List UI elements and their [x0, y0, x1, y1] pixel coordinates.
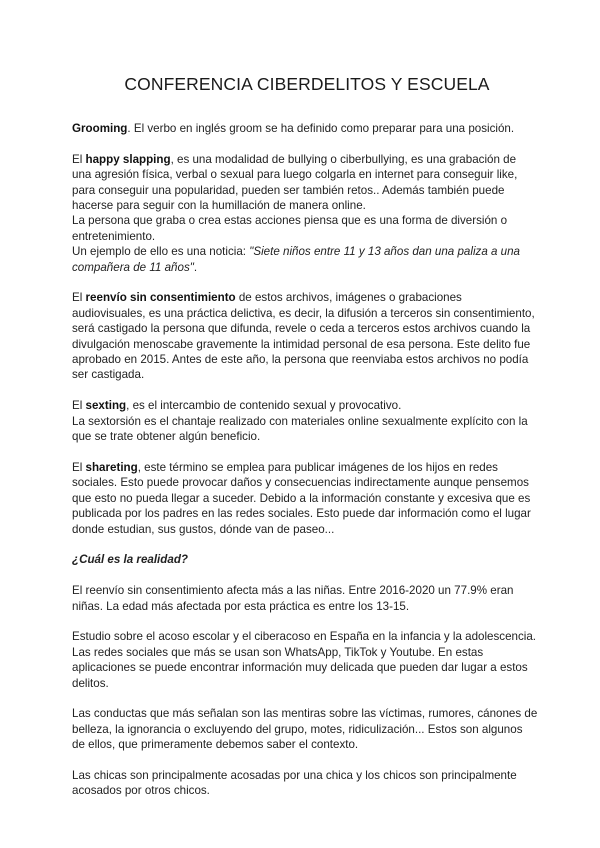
- sharenting-pre: El: [72, 460, 86, 474]
- term-reenvio: reenvío sin consentimiento: [85, 291, 236, 305]
- happy-pre: El: [72, 152, 86, 166]
- paragraph-sharenting: [72, 460, 538, 537]
- example-end: .: [193, 260, 198, 274]
- paragraph-sexting: [72, 398, 538, 444]
- reenvio-text: de estos archivos, imágenes o grabaciones audiovisuales, es una práctica delictiva, es decir, la difusión a terceros sin consentimiento, será castigado la persona que difunda, revele o ceda a terceros estos archivos cuando la divulgación menoscabe gravemente la intimidad personal de esa persona. Este delito fue aprobado en 2015. Antes de este año, la persona que reenviaba estos archivos no podía ser castigada.: [72, 291, 535, 382]
- term-sharenting: shareting: [85, 460, 138, 474]
- term-grooming: Grooming: [72, 122, 128, 135]
- example-quote: "Siete niños entre 11 y 13 años dan una paliza a una compañera de 11 años": [72, 245, 521, 274]
- sexting-text: , es el intercambio de contenido sexual y provocativo.: [126, 399, 402, 413]
- example-intro: Un ejemplo de ello es una noticia:: [72, 245, 250, 259]
- happy-text: , es una modalidad de bullying o ciberbullying, es una grabación de una agresión física, verbal o sexual para luego colgarla en internet para conseguir like, para conseguir una popularidad, pueden ser también retos.. Además también puede hacerse para seguir con la humillación de manera online.: [72, 152, 518, 213]
- paragraph-reenvio: [72, 290, 538, 382]
- paragraph-chicas: Las chicas son principalmente acosadas por una chica y los chicos son principalmente acosados por otros chicos.: [72, 768, 517, 798]
- document-title: CONFERENCIA CIBERDELITOS Y ESCUELA: [124, 74, 490, 94]
- paragraph-conductas: Las conductas que más señalan son las mentiras sobre las víctimas, rumores, cánones de belleza, la ignorancia o excluyendo del grupo, motes, ridiculización... Estos son algunos de ellos, que primeramente debemos saber el contexto.: [72, 707, 538, 752]
- term-sexting: sexting: [85, 399, 127, 413]
- reenvio-pre: El: [72, 291, 86, 305]
- sharenting-text: , este término se emplea para publicar imágenes de los hijos en redes sociales. Esto puede provocar daños y consecuencias indirectamente aunque pensemos que esto no pueda llegar a suceder. Debido a la información constante y excesiva que es publicada por los padres en las redes sociales. Esto puede dar información como el lugar donde estudian, sus gustos, dónde van de paseo...: [72, 460, 531, 536]
- sextorsion-text: La sextorsión es el chantaje realizado con materiales online sexualmente explícito con la que se trate obtener algún beneficio.: [72, 414, 528, 444]
- happy-slapping-definition: [72, 152, 538, 214]
- grooming-text: . El verbo en inglés groom se ha definido como preparar para una posición.: [127, 122, 515, 135]
- section-question-heading: ¿Cuál es la realidad?: [72, 553, 188, 567]
- paragraph-reality: El reenvío sin consentimiento afecta más a las niñas. Entre 2016-2020 un 77.9% eran niñas. La edad más afectada por esta práctica es entre los 13-15.: [72, 584, 514, 613]
- happy-slapping-example: [72, 244, 538, 275]
- sexting-definition: [72, 398, 538, 413]
- happy-slapping-line2: La persona que graba o crea estas acciones piensa que es una forma de diversión o entretenimiento.: [72, 214, 508, 243]
- sexting-pre: El: [72, 399, 86, 413]
- term-happy-slapping: happy slapping: [85, 152, 171, 166]
- paragraph-grooming: [72, 121, 538, 136]
- paragraph-estudio: Estudio sobre el acoso escolar y el ciberacoso en España en la infancia y la adolescencia. Las redes sociales que más se usan son WhatsApp, TikTok y Youtube. En estas aplicaciones se puede encontrar información muy delicada que pueden dar lugar a estos delitos.: [72, 630, 537, 690]
- paragraph-happy-slapping: [72, 152, 538, 275]
